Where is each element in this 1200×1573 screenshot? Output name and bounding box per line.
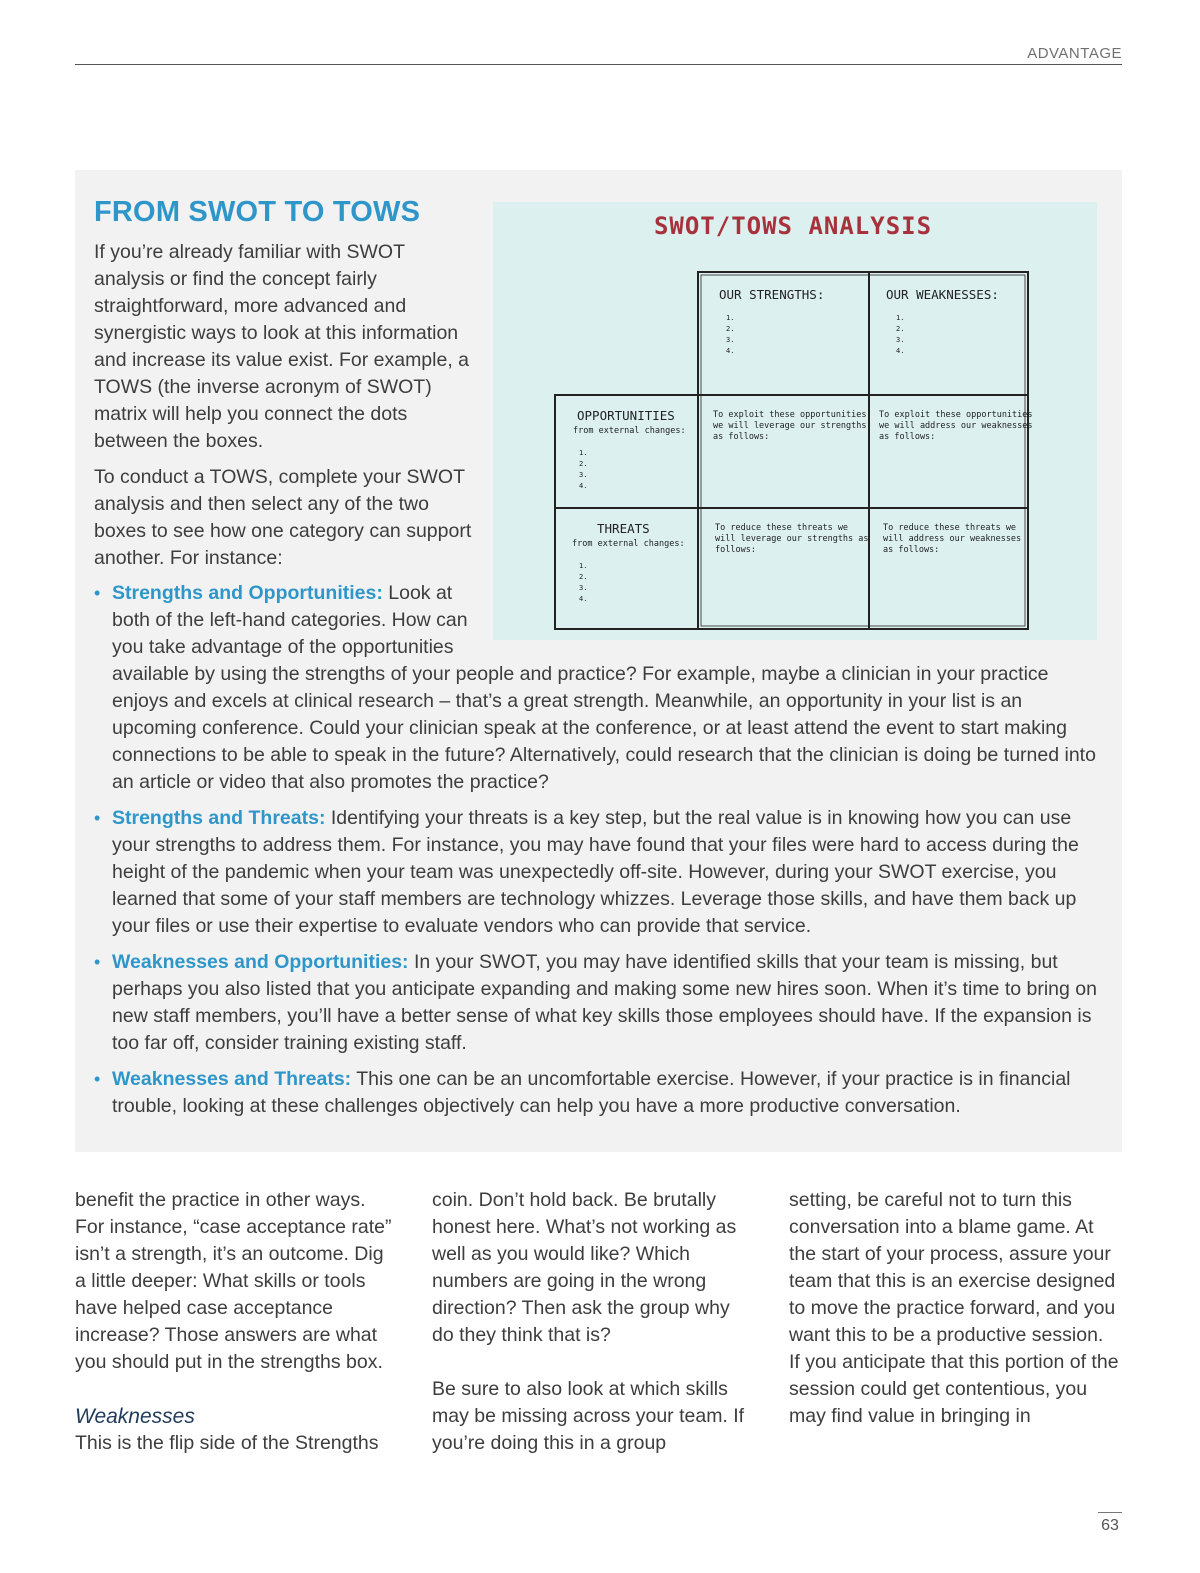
weaknesses-numbers xyxy=(896,314,904,355)
body-paragraph: setting, be careful not to turn this conversation into a blame game. At the start of your process, assure your team that this is an exercise designed to move the practice forward, and you want this to be a productive session. If you anticipate that this portion of the session could get contentious, you may find value in bringing in xyxy=(789,1189,1119,1427)
strategy-line: To exploit these opportunities xyxy=(879,410,1033,420)
strengths-header: OUR STRENGTHS: xyxy=(719,287,825,302)
bullet-lead: Weaknesses and Threats: xyxy=(112,1068,352,1090)
number-label: 3. xyxy=(579,584,588,592)
opportunities-header: OPPORTUNITIES xyxy=(577,408,675,423)
bullet-strengths-threats xyxy=(94,805,1104,940)
figure-title: SWOT/TOWS ANALYSIS xyxy=(653,212,933,240)
number-label: 3. xyxy=(726,336,735,344)
strategy-line: To reduce these threats we xyxy=(715,523,849,533)
number-label: 1. xyxy=(726,314,735,322)
bullet-lead: Weaknesses and Opportunities: xyxy=(112,951,409,973)
strategy-line: follows: xyxy=(715,545,756,555)
bullet-lead: Strengths and Threats: xyxy=(112,807,326,829)
intro-paragraph: If you’re already familiar with SWOT analysis or find the concept fairly straightforward, more advanced and synergistic ways to look at this information and increase its value exist. For example, a TOWS (the inverse acronym of SWOT) matrix will help you connect the dots between the boxes. xyxy=(94,241,470,452)
body-paragraph: benefit the practice in other ways. For instance, “case acceptance rate” isn’t a strength, it’s an outcome. Dig a little deeper: What skills or tools have helped case acceptance increase? Those answers are what you should put in the strengths box. xyxy=(75,1189,392,1373)
number-label: 3. xyxy=(896,336,905,344)
body-paragraph: This is the flip side of the Strengths xyxy=(75,1432,379,1454)
strategy-line: we will leverage our strengths xyxy=(713,421,867,431)
body-column-2 xyxy=(432,1187,752,1457)
bullet-text: Look at both of the left-hand categories. How can you take advantage of the opportunities xyxy=(112,582,468,658)
intro-paragraph: To conduct a TOWS, complete your SWOT analysis and then select any of the two boxes to see how one category can support another. For instance: xyxy=(94,466,472,569)
number-label: 1. xyxy=(896,314,905,322)
sidebar-title: FROM SWOT TO TOWS xyxy=(94,196,421,228)
bullet-weaknesses-threats xyxy=(94,1066,1104,1120)
number-label: 3. xyxy=(579,471,588,479)
number-label: 1. xyxy=(579,562,588,570)
matrix-grid xyxy=(555,272,1028,629)
number-label: 4. xyxy=(896,347,905,355)
opportunities-numbers xyxy=(579,449,587,490)
bullet-wrapped-lines xyxy=(112,580,482,661)
strategy-line: we will address our weaknesses xyxy=(879,421,1033,431)
body-paragraph: Be sure to also look at which skills may be missing across your team. If you’re doing this in a group xyxy=(432,1378,745,1454)
bullet-text: Identifying your threats is a key step, but the real value is in knowing how you can use your strengths to address them. For instance, you may have found that your files were hard to access during the height of the pandemic when your team was unexpectedly off-site. However, during your SWOT exercise, you learned that some of your staff members are technology whizzes. Leverage those skills, and have them back up your files or use their expertise to evaluate vendors who can provide that service. xyxy=(112,807,1079,937)
number-label: 2. xyxy=(726,325,735,333)
opportunities-subheader: from external changes: xyxy=(573,426,686,436)
number-label: 2. xyxy=(579,573,588,581)
strategy-line: as follows: xyxy=(713,432,770,442)
strengths-numbers xyxy=(726,314,734,355)
number-label: 1. xyxy=(579,449,588,457)
tows-bullet-list xyxy=(94,580,1104,1129)
swot-tows-figure xyxy=(493,202,1097,640)
body-paragraph: coin. Don’t hold back. Be brutally honest here. What’s not working as well as you would like? Which numbers are going in the wrong direction? Then ask the group why do they think that is? xyxy=(432,1189,737,1346)
strategy-line: as follows: xyxy=(883,545,940,555)
swot-tows-matrix xyxy=(493,202,1097,640)
bullet-strengths-opportunities xyxy=(94,580,1104,796)
weaknesses-header: OUR WEAKNESSES: xyxy=(886,287,999,302)
strategy-line: To exploit these opportunities xyxy=(713,410,867,420)
threats-header: THREATS xyxy=(597,521,650,536)
number-label: 4. xyxy=(726,347,735,355)
body-column-3 xyxy=(789,1187,1119,1430)
strategy-line: as follows: xyxy=(879,432,936,442)
body-column-1 xyxy=(75,1187,393,1457)
st-strategy-text xyxy=(715,523,869,555)
page-number: 63 xyxy=(1098,1512,1122,1535)
wo-strategy-text xyxy=(879,410,1033,442)
section-label: ADVANTAGE xyxy=(1027,45,1122,62)
weaknesses-heading: Weaknesses xyxy=(75,1405,195,1428)
so-strategy-text xyxy=(713,410,867,442)
bullet-weaknesses-opportunities xyxy=(94,949,1104,1057)
strategy-line: will leverage our strengths as xyxy=(715,534,869,544)
number-label: 4. xyxy=(579,482,588,490)
wt-strategy-text xyxy=(883,523,1021,555)
strategy-line: will address our weaknesses xyxy=(883,534,1022,544)
threats-subheader: from external changes: xyxy=(572,539,685,549)
bullet-text: This one can be an uncomfortable exercise. However, if your practice is in financial trouble, looking at these challenges objectively can help you have a more productive conversation. xyxy=(112,1068,1071,1117)
number-label: 4. xyxy=(579,595,588,603)
bullet-lead: Strengths and Opportunities: xyxy=(112,582,383,604)
number-label: 2. xyxy=(579,460,588,468)
number-label: 2. xyxy=(896,325,905,333)
tows-sidebar xyxy=(75,170,1122,1152)
header-rule xyxy=(75,64,1122,65)
bullet-text: available by using the strengths of your people and practice? For example, maybe a clinician in your practice enjoys and excels at clinical research – that’s a great strength. Meanwhile, an opportunity in your list is an upcoming conference. Could your clinician speak at the conference, or at least attend the event to start making connections to be able to speak in the future? Alternatively, could research that the clinician is doing be turned into an article or video that also promotes the practice? xyxy=(112,663,1096,793)
bullet-text: In your SWOT, you may have identified skills that your team is missing, but perhaps you also listed that you anticipate expanding and making some new hires soon. When it’s time to bring on new staff members, you’ll have a better sense of what key skills those employees should have. If the expansion is too far off, consider training existing staff. xyxy=(112,951,1097,1054)
sidebar-intro xyxy=(94,239,479,581)
strategy-line: To reduce these threats we xyxy=(883,523,1017,533)
